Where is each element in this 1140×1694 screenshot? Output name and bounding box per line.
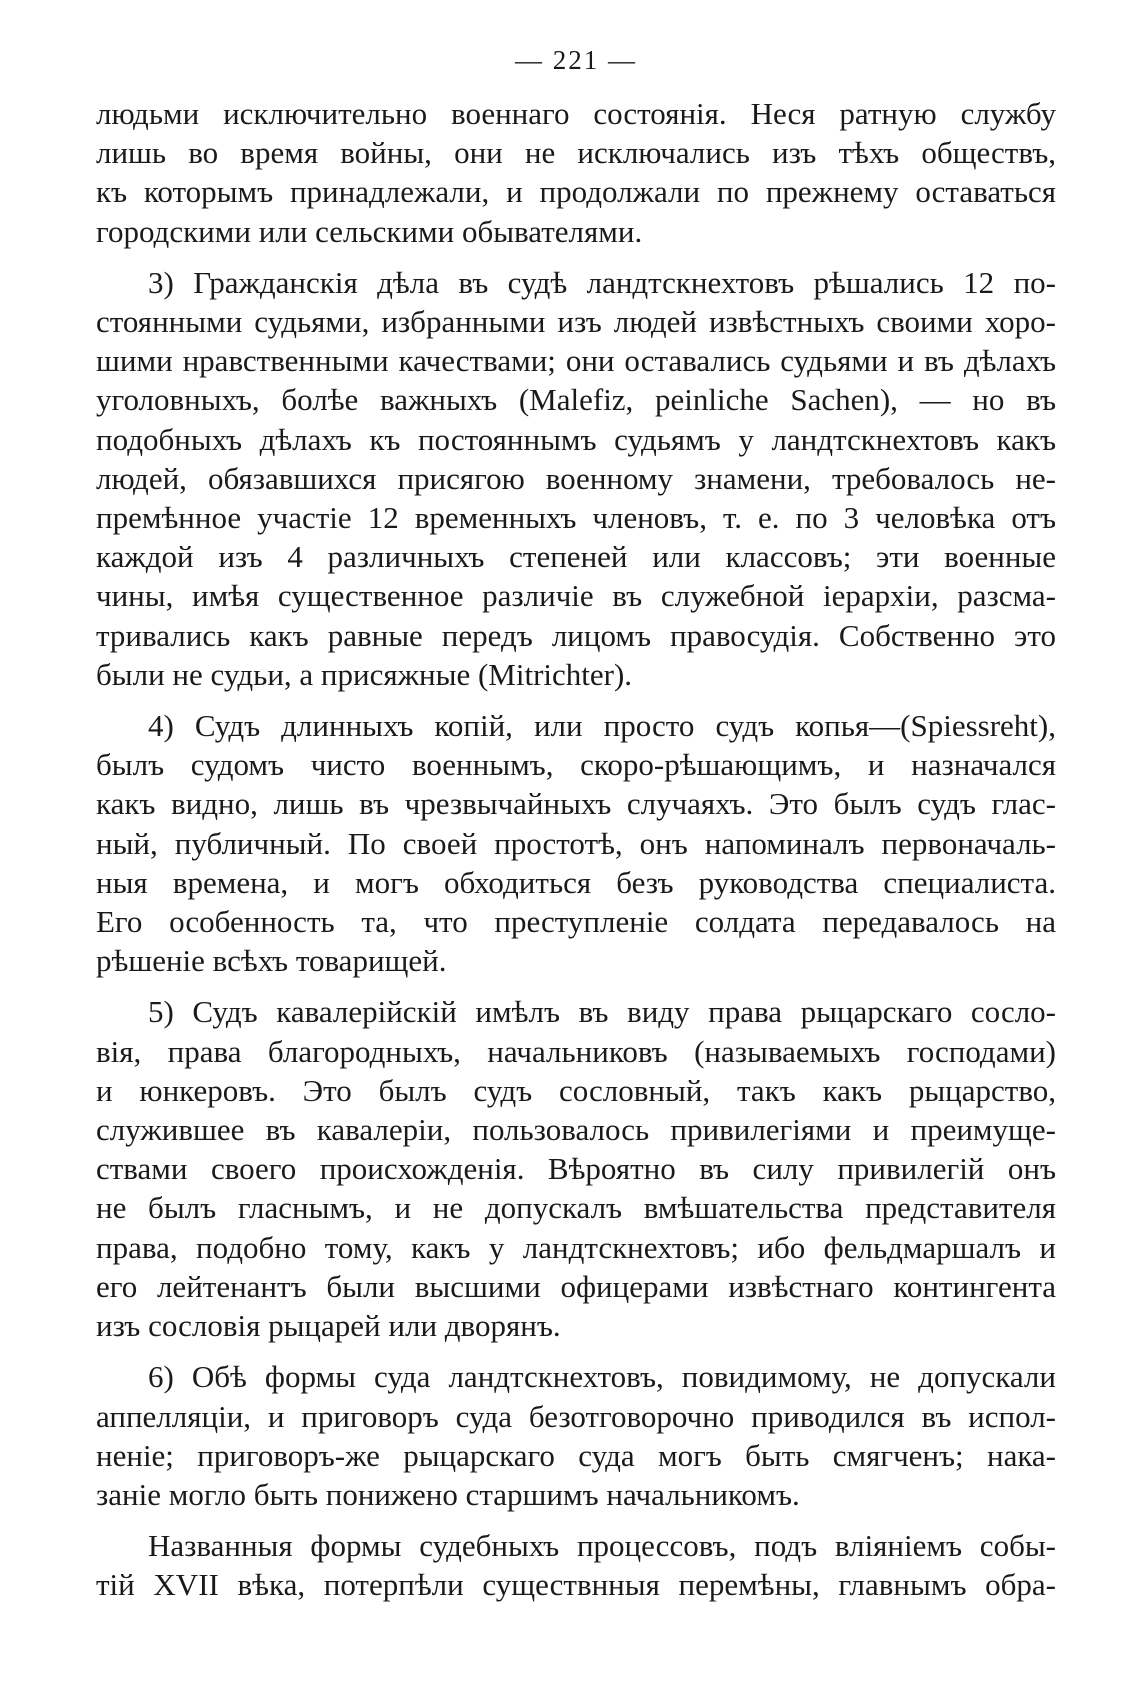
text-line: уголовныхъ, болѣе важныхъ (Malefiz, peinliche Sachen), — но въ <box>96 382 1056 418</box>
text-line: права, подобно тому, какъ у ландтскнехтовъ; ибо фельдмаршалъ и <box>96 1229 1056 1265</box>
text-line: людьми исключительно военнаго состоянія. Неся ратную службу <box>96 96 1056 131</box>
text-line: 3) Гражданскія дѣла въ судѣ ландтскнехтовъ рѣшались 12 по- <box>148 264 1056 300</box>
text-line: его лейтенантъ были высшими офицерами извѣстнаго контингента <box>96 1268 1056 1304</box>
text-line: ный, публичный. По своей простотѣ, онъ напоминалъ первоначаль- <box>96 825 1056 861</box>
text-line: тривались какъ равные передъ лицомъ правосудія. Собственно это <box>96 617 1056 653</box>
text-line: заніе могло быть понижено старшимъ начальникомъ. <box>96 1476 800 1512</box>
paragraph-item-5 <box>96 992 1056 1345</box>
text-line: подобныхъ дѣлахъ къ постояннымъ судьямъ у ландтскнехтовъ какъ <box>96 421 1056 457</box>
text-line: не былъ гласнымъ, и не допускалъ вмѣшательства представителя <box>96 1190 1056 1226</box>
text-line: 5) Судъ кавалерійскій имѣлъ въ виду права рыцарскаго сосло- <box>148 994 1056 1030</box>
text-line: шими нравственными качествами; они оставались судьями и въ дѣлахъ <box>96 343 1056 379</box>
text-line: ныя времена, и могъ обходиться безъ руководства специалиста. <box>96 864 1056 900</box>
text-line: лишь во время войны, они не исключались изъ тѣхъ обществъ, <box>96 135 1056 171</box>
text-line: ствами своего происхожденія. Вѣроятно въ силу привилегій онъ <box>96 1151 1056 1187</box>
text-line: неніе; приговоръ-же рыцарскаго суда могъ быть смягченъ; нака- <box>96 1437 1056 1473</box>
book-page <box>96 40 1056 1605</box>
text-line: 6) Обѣ формы суда ландтскнехтовъ, повидимому, не допускали <box>148 1359 1056 1395</box>
text-line: людей, обязавшихся присягою военному знамени, требовалось не- <box>96 460 1056 496</box>
page-number: — 221 — <box>515 45 637 75</box>
text-line: Его особенность та, что преступленіе солдата передавалось на <box>96 904 1056 940</box>
text-line: аппелляціи, и приговоръ суда безотговорочно приводился въ испол- <box>96 1398 1056 1434</box>
text-line: стоянными судьями, избранными изъ людей извѣстныхъ своими хоро- <box>96 304 1056 340</box>
text-line: чины, имѣя существенное различіе въ служебной іерархіи, разсма- <box>96 578 1056 614</box>
paragraph-continuation <box>96 94 1056 251</box>
text-line: городскими или сельскими обывателями. <box>96 213 643 249</box>
paragraph-item-4 <box>96 706 1056 980</box>
text-line: служившее въ кавалеріи, пользовалось привилегіями и преимуще- <box>96 1112 1056 1148</box>
paragraph-item-6 <box>96 1357 1056 1514</box>
text-line: рѣшеніе всѣхъ товарищей. <box>96 943 447 979</box>
text-line: были не судьи, а присяжные (Mitrichter). <box>96 656 633 692</box>
text-line: тій XVII вѣка, потерпѣли существнныя перемѣны, главнымъ обра- <box>96 1567 1056 1603</box>
text-line: къ которымъ принадлежали, и продолжали по прежнему оставаться <box>96 174 1056 210</box>
text-line: изъ сословія рыцарей или дворянъ. <box>96 1308 561 1344</box>
text-line: 4) Судъ длинныхъ копій, или просто судъ копья—(Spiessreht), <box>148 708 1056 744</box>
paragraph-closing <box>96 1526 1056 1604</box>
text-line: вія, права благородныхъ, начальниковъ (называемыхъ господами) <box>96 1033 1056 1069</box>
text-line: Названныя формы судебныхъ процессовъ, подъ вліяніемъ собы- <box>148 1528 1056 1564</box>
text-line: премѣнное участіе 12 временныхъ членовъ, т. е. по 3 человѣка отъ <box>96 500 1056 536</box>
text-line: каждой изъ 4 различныхъ степеней или классовъ; эти военные <box>96 539 1056 575</box>
text-line: какъ видно, лишь въ чрезвычайныхъ случаяхъ. Это былъ судъ глас- <box>96 786 1056 822</box>
text-line: былъ судомъ чисто военнымъ, скоро-рѣшающимъ, и назначался <box>96 747 1056 783</box>
paragraph-item-3 <box>96 263 1056 694</box>
text-line: и юнкеровъ. Это былъ судъ сословный, такъ какъ рыцарство, <box>96 1072 1056 1108</box>
